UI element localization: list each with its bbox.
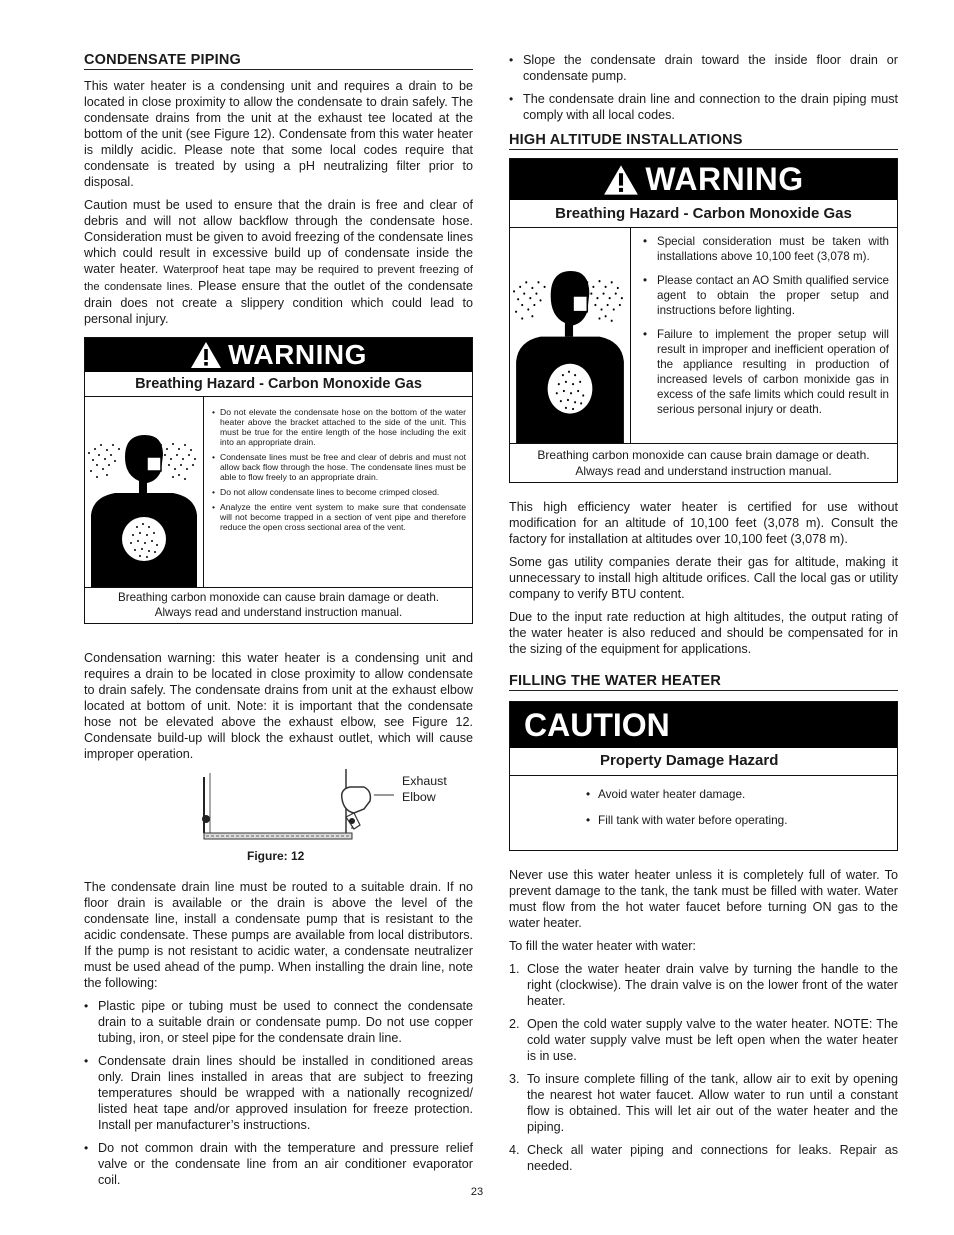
warning-subtitle: Breathing Hazard - Carbon Monoxide Gas	[510, 200, 897, 228]
list-item: • Plastic pipe or tubing must be used to connect the condensate drain to a suitable drain or condensate pump. Do not use copper tubing, iron, or steel pipe for the condensate drain line.	[84, 998, 473, 1046]
step-text: To insure complete filling of the tank, allow air to exit by opening the nearest hot water faucet. Allow water to run until a constant flow is obtained. This will let air out of the water heater and the piping.	[527, 1072, 898, 1134]
warning-item: • Analyze the entire vent system to make sure that condensate will not become trapped in a section of vent pipe and therefore reduce the open cross sectional area of the vent.	[212, 502, 466, 532]
drain-line-notes-list	[84, 998, 473, 1188]
warning-text-area	[204, 397, 472, 587]
condensate-paragraph-1: This water heater is a condensing unit and requires a drain to be located in close proximity to allow the condensate to drain safely. The condensate drains from the unit at the exhaust tee located at the bottom of the unit (see Figure 12). Condensate from this water heater is mildly acidic. Please note that some local codes require that condensate is treated by using a pH neutralizing filter prior to disposal.	[84, 79, 473, 189]
caution-title: CAUTION	[510, 702, 897, 748]
list-item: • Do not common drain with the temperature and pressure relief valve or the condensate line from an air conditioner evaporator coil.	[84, 1140, 473, 1188]
warning-box-condensate	[84, 337, 473, 624]
co-breathing-hazard-pictogram	[85, 397, 204, 587]
warning-subtitle: Breathing Hazard - Carbon Monoxide Gas	[85, 372, 472, 397]
step-text: Check all water piping and connections for leaks. Repair as needed.	[527, 1143, 898, 1173]
step-number: 3.	[509, 1072, 520, 1086]
list-item	[509, 1071, 898, 1135]
step-text: Close the water heater drain valve by turning the handle to the right (clockwise). The drain valve is on the lower front of the water heater.	[527, 962, 898, 1008]
figure-12	[84, 769, 473, 869]
co-breathing-hazard-pictogram	[510, 228, 631, 443]
warning-footer-line-1: Breathing carbon monoxide can cause brain damage or death.	[118, 591, 439, 604]
list-item	[509, 961, 898, 1009]
warning-item: • Failure to implement the proper setup will result in improper and inefficient operation of the appliance resulting in production of increased levels of carbon monixide gas in excess of the safe limits which could result in serious personal injury or death.	[643, 327, 889, 417]
warning-item: • Do not elevate the condensate hose on the bottom of the water heater above the bracket attached to the side of the unit. This must be true for the entire length of the hose including the exit into an appropriate drain.	[212, 407, 466, 447]
p2-part-b: Waterproof heat tape may be required to prevent freezing of the condensate lines.	[84, 264, 473, 293]
caution-item: • Avoid water heater damage.	[586, 786, 897, 802]
filling-paragraph-1: Never use this water heater unless it is completely full of water. To prevent damage to the tank, the tank must be filled with water. Water must flow from the hot water faucet before turning ON gas to the water heater.	[509, 868, 898, 930]
p2-part-a: Caution must be used to ensure that the drain is free and clear of debris and will not allow backflow through the condensate hose. Consideration must be given to avoid freezing of the condensate lines which could result in excessive build up of condensate inside the water heater.	[84, 198, 473, 276]
warning-box-altitude	[509, 158, 898, 483]
warning-body	[510, 228, 897, 444]
list-item: • Condensate drain lines should be installed in conditioned areas only. Drain lines installed in areas that are subject to freezing temperatures should be wrapped with a nationally recognized/ listed heat tape and/or approved insulation for freeze protection. Install per manufacturer’s instructions.	[84, 1053, 473, 1133]
warning-title: WARNING	[228, 339, 367, 370]
step-number: 1.	[509, 962, 520, 976]
drain-line-notes-continued	[509, 52, 898, 123]
step-text: Open the cold water supply valve to the water heater. NOTE: The cold water supply valve must be left open when the water heater is in use.	[527, 1017, 898, 1063]
person-inhaling-gas-icon	[510, 228, 630, 443]
caution-item: • Fill tank with water before operating.	[586, 812, 897, 828]
warning-footer-line-2: Always read and understand instruction manual.	[154, 606, 403, 619]
warning-title-bar	[510, 159, 897, 200]
warning-text-area	[631, 228, 897, 443]
warning-list	[643, 234, 889, 417]
warning-title: WARNING	[645, 161, 804, 197]
exhaust-elbow-diagram	[194, 769, 394, 847]
figure-caption: Figure: 12	[247, 849, 305, 863]
warning-triangle-icon	[603, 164, 639, 196]
list-item: • The condensate drain line and connection to the drain piping must comply with all local codes.	[509, 91, 898, 123]
altitude-paragraph-3: Due to the input rate reduction at high altitudes, the output rating of the water heater is also reduced and should be compensated for in the sizing of the equipment for applications.	[509, 610, 898, 656]
step-number: 2.	[509, 1017, 520, 1031]
filling-heading: FILLING THE WATER HEATER	[509, 673, 898, 691]
warning-footer-line-1: Breathing carbon monoxide can cause brain damage or death.	[537, 448, 870, 462]
person-inhaling-gas-icon	[85, 397, 203, 587]
altitude-paragraph-1: This high efficiency water heater is certified for use without modification for an altitude of 10,100 feet (3,078 m). Consult the factory for installation at altitudes over 10,100 feet (3,078 m).	[509, 500, 898, 546]
altitude-paragraph-2: Some gas utility companies derate their gas for altitude, making it unnecessary to install high altitude orifices. Call the local gas or utility company to verify BTU content.	[509, 555, 898, 601]
caution-subtitle: Property Damage Hazard	[510, 748, 897, 776]
warning-body	[85, 397, 472, 588]
condensation-warning-paragraph: Condensation warning: this water heater is a condensing unit and requires a drain to be located in close proximity to allow condensate to drain safely. The condensate drains from unit at the exhaust elbow located at bottom of unit. Note: it is important that the condensate hose not be elevated above the exhaust elbow, see Figure 12. Condensate build-up will block the exhaust outlet, which will cause improper operation.	[84, 651, 473, 761]
high-altitude-heading: HIGH ALTITUDE INSTALLATIONS	[509, 132, 898, 150]
left-column	[84, 52, 473, 1195]
warning-footer	[510, 444, 897, 482]
warning-title-bar	[85, 338, 472, 372]
warning-item: • Please contact an AO Smith qualified service agent to obtain the proper setup and instructions before lighting.	[643, 273, 889, 318]
filling-paragraph-2: To fill the water heater with water:	[509, 939, 696, 953]
warning-item: • Special consideration must be taken with installations above 10,100 feet (3,078 m).	[643, 234, 889, 264]
step-number: 4.	[509, 1143, 520, 1157]
right-column	[509, 52, 898, 1181]
warning-footer-line-2: Always read and understand instruction manual.	[575, 464, 832, 478]
list-item: • Slope the condensate drain toward the inside floor drain or condensate pump.	[509, 52, 898, 84]
exhaust-label-line-1: Exhaust	[402, 774, 447, 788]
exhaust-label-line-2: Elbow	[402, 790, 436, 804]
warning-item: • Condensate lines must be free and clear of debris and must not allow back flow through the hose. The condensate lines must be able to flow freely to an appropriate drain.	[212, 452, 466, 482]
list-item	[509, 1016, 898, 1064]
condensate-paragraph-2	[84, 197, 473, 327]
warning-list	[212, 407, 466, 532]
list-item	[509, 1142, 898, 1174]
p2-part-c: Please ensure that the outlet of the condensate drain does not create a slippery condition which could lead to personal injury.	[84, 279, 473, 326]
condensate-piping-heading: CONDENSATE PIPING	[84, 52, 473, 70]
warning-item: • Do not allow condensate lines to become crimped closed.	[212, 487, 466, 497]
exhaust-elbow-label	[402, 773, 447, 805]
caution-list	[510, 776, 897, 850]
page-number: 23	[470, 1186, 484, 1198]
warning-triangle-icon	[190, 341, 222, 369]
drain-routing-paragraph: The condensate drain line must be routed to a suitable drain. If no floor drain is available or the drain is above the level of the condensate line, install a condensate pump that is resistant to the acidic condensate. These pumps are available from local distributors. If the pump is not resistant to acidic water, a condensate neutralizer must be used ahead of the pump. When installing the drain line, note the following:	[84, 880, 473, 990]
caution-box	[509, 701, 898, 851]
filling-steps-list	[509, 961, 898, 1174]
warning-footer	[85, 588, 472, 623]
